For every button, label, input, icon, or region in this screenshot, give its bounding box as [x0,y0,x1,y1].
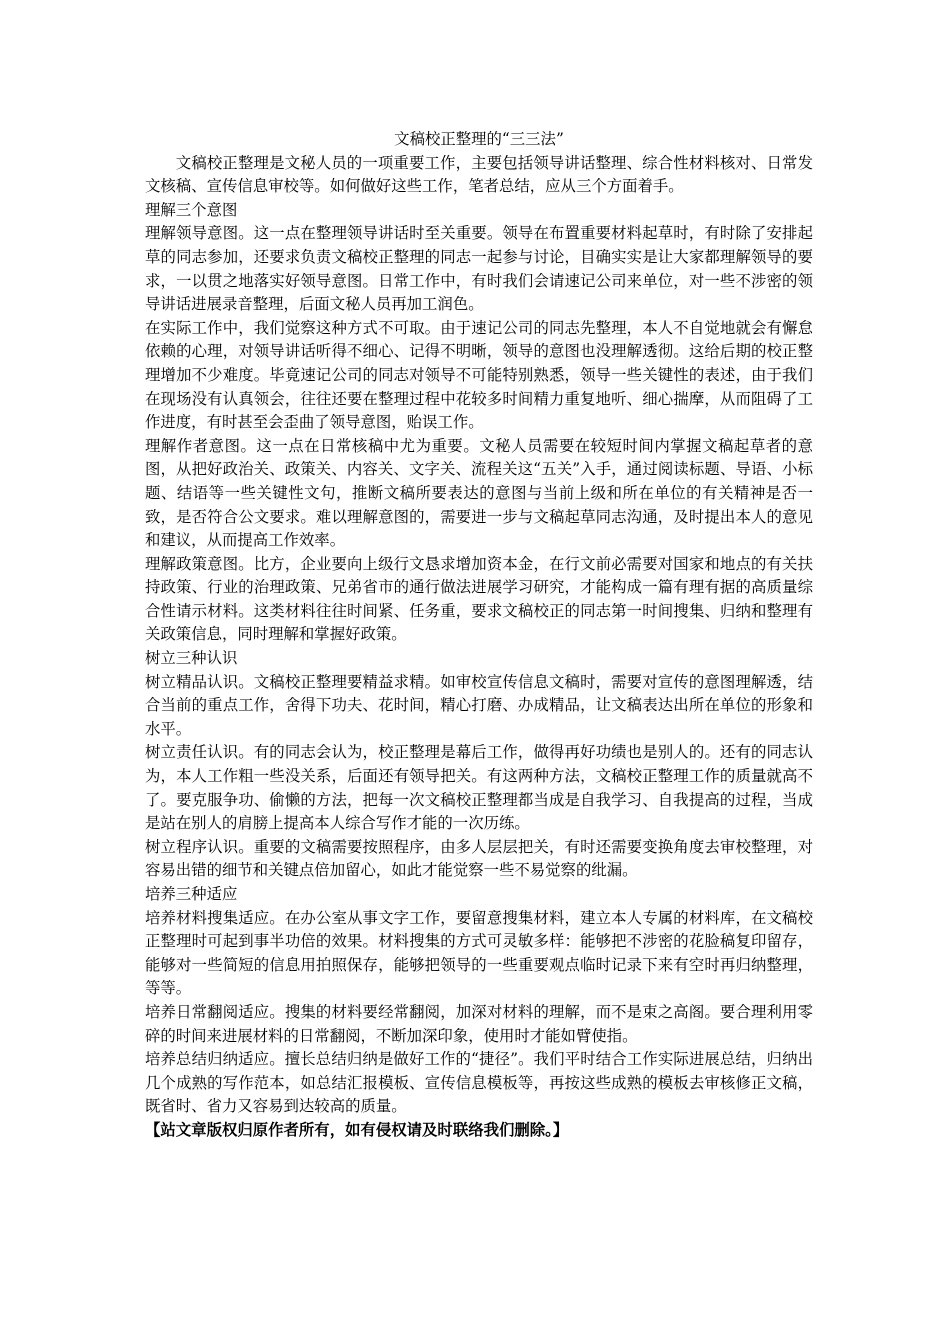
intro-paragraph: 文稿校正整理是文秘人员的一项重要工作，主要包括领导讲话整理、综合性材料核对、日常发文核稿、宣传信息审校等。如何做好这些工作，笔者总结，应从三个方面着手。 [145,153,813,196]
copyright-notice: 【站文章版权归原作者所有，如有侵权请及时联络我们删除。】 [145,1120,569,1139]
paragraph: 树立精品认识。文稿校正整理要精益求精。如审校宣传信息文稿时，需要对宣传的意图理解透，结合当前的重点工作，舍得下功夫、花时间，精心打磨、办成精品，让文稿表达出所在单位的形象和水平。 [145,672,813,738]
section-heading-3: 培养三种适应 [145,885,238,903]
paragraph: 树立责任认识。有的同志会认为，校正整理是幕后工作，做得再好功绩也是别人的。还有的同志认为，本人工作粗一些没关系，后面还有领导把关。有这两种方法，文稿校正整理工作的质量就高不了。要克服争功、偷懒的方法，把每一次文稿校正整理都当成是自我学习、自我提高的过程，当成是站在别人的肩膀上提高本人综合写作才能的一次历练。 [145,743,813,833]
document-page [145,128,813,1143]
paragraph: 树立程序认识。重要的文稿需要按照程序，由多人层层把关，有时还需要变换角度去审校整理，对容易出错的细节和关键点倍加留心，如此才能觉察一些不易觉察的纰漏。 [145,837,813,880]
paragraph: 在实际工作中，我们觉察这种方式不可取。由于速记公司的同志先整理，本人不自觉地就会有懈怠依赖的心理，对领导讲话听得不细心、记得不明晰，领导的意图也没理解透彻。这给后期的校正整理增加不少难度。毕竟速记公司的同志对领导不可能特别熟悉，领导一些关键性的表述，由于我们在现场没有认真领会，往往还要在整理过程中花较多时间精力重复地听、细心揣摩，从而阻碍了工作进度，有时甚至会歪曲了领导意图，贻误工作。 [145,318,813,432]
paragraph: 培养日常翻阅适应。搜集的材料要经常翻阅，加深对材料的理解，而不是束之高阁。要合理利用零碎的时间来进展材料的日常翻阅，不断加深印象，使用时才能如臂使指。 [145,1002,813,1045]
section-heading-1: 理解三个意图 [145,200,238,219]
paragraph: 理解政策意图。比方，企业要向上级行文恳求增加资本金，在行文前必需要对国家和地点的有关扶持政策、行业的治理政策、兄弟省市的通行做法进展学习研究，才能构成一篇有理有据的高质量综合性请示材料。这类材料往往时间紧、任务重，要求文稿校正的同志第一时间搜集、归纳和整理有关政策信息，同时理解和掌握好政策。 [145,554,813,644]
paragraph: 培养材料搜集适应。在办公室从事文字工作，要留意搜集材料，建立本人专属的材料库，在文稿校正整理时可起到事半功倍的效果。材料搜集的方式可灵敏多样：能够把不涉密的花脸稿复印留存，能够对一些简短的信息用拍照保存，能够把领导的一些重要观点临时记录下来有空时再归纳整理，等等。 [145,908,813,998]
paragraph: 理解作者意图。这一点在日常核稿中尤为重要。文秘人员需要在较短时间内掌握文稿起草者的意图，从把好政治关、政策关、内容关、文字关、流程关这“五关”入手，通过阅读标题、导语、小标题、结语等一些关键性文句，推断文稿所要表达的意图与当前上级和所在单位的有关精神是否一致，是否符合公文要求。难以理解意图的，需要进一步与文稿起草同志沟通，及时提出本人的意见和建议，从而提高工作效率。 [145,436,813,550]
paragraph: 培养总结归纳适应。擅长总结归纳是做好工作的“捷径”。我们平时结合工作实际进展总结，归纳出几个成熟的写作范本，如总结汇报模板、宣传信息模板等，再按这些成熟的模板去审核修正文稿，既省时、省力又容易到达较高的质量。 [145,1050,813,1116]
paragraph: 理解领导意图。这一点在整理领导讲话时至关重要。领导在布置重要材料起草时，有时除了安排起草的同志参加，还要求负责文稿校正整理的同志一起参与讨论，目确实实是让大家都理解领导的要求，一以贯之地落实好领导意图。日常工作中，有时我们会请速记公司来单位，对一些不涉密的领导讲话进展录音整理，后面文秘人员再加工润色。 [145,224,813,314]
section-heading-2: 树立三种认识 [145,649,238,668]
document-title: 文稿校正整理的“三三法” [394,130,564,148]
